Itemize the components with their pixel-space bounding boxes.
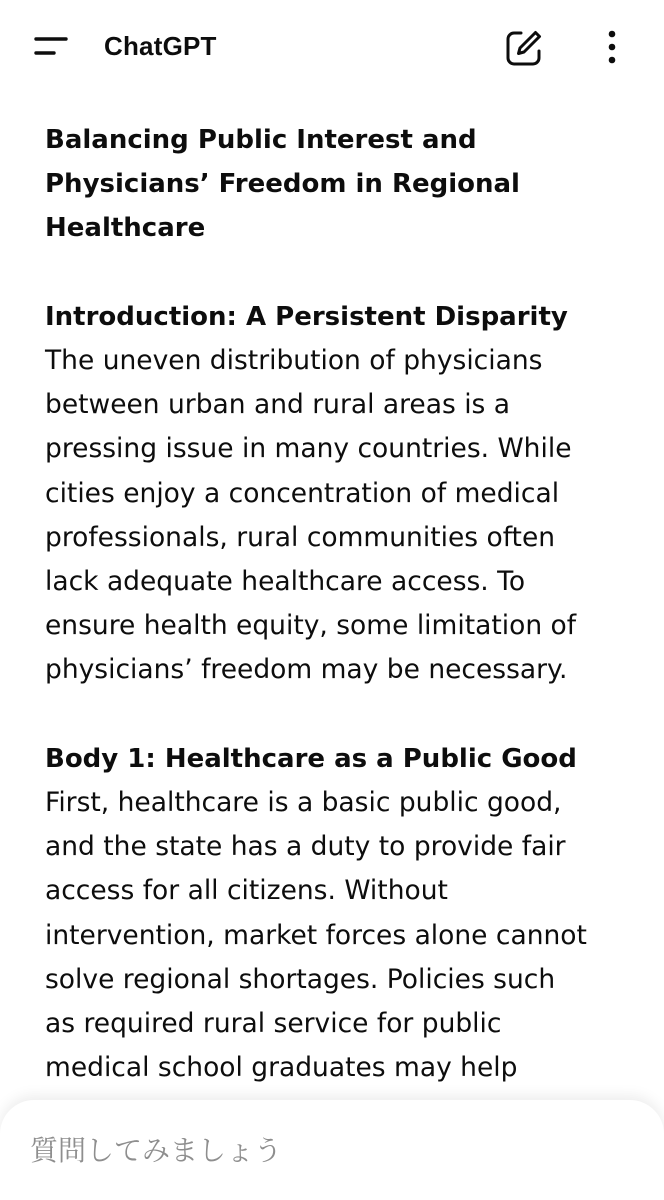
assistant-message	[45, 118, 635, 1090]
more-options-button[interactable]	[592, 24, 632, 72]
essay-title: Balancing Public Interest and Physicians’ Freedom in Regional Healthcare	[45, 125, 520, 244]
section-body-1	[45, 737, 635, 1091]
section-paragraph: First, healthcare is a basic public good, and the state has a duty to provide fair access for all citizens. Without intervention, market forces alone cannot solve regional shortages. Policies such as required rural service for public medical school graduates may help	[45, 787, 587, 1084]
menu-icon	[24, 26, 80, 66]
message-input[interactable]	[30, 1130, 630, 1170]
app-title: ChatGPT	[104, 31, 217, 61]
section-heading: Body 1: Healthcare as a Public Good	[45, 743, 577, 774]
edit-icon	[500, 57, 548, 76]
section-heading: Introduction: A Persistent Disparity	[45, 301, 568, 332]
message-composer	[0, 1100, 664, 1200]
top-bar	[0, 0, 664, 92]
more-vertical-icon	[592, 57, 632, 76]
section-paragraph: The uneven distribution of physicians between urban and rural areas is a pressing issue in many countries. While cities enjoy a concentration of medical professionals, rural communities often lack adequate healthcare access. To ensure health equity, some limitation of physicians’ freedom may be necessary.	[45, 345, 577, 686]
menu-button[interactable]	[24, 26, 80, 66]
new-chat-button[interactable]	[500, 24, 548, 72]
section-introduction	[45, 295, 635, 693]
